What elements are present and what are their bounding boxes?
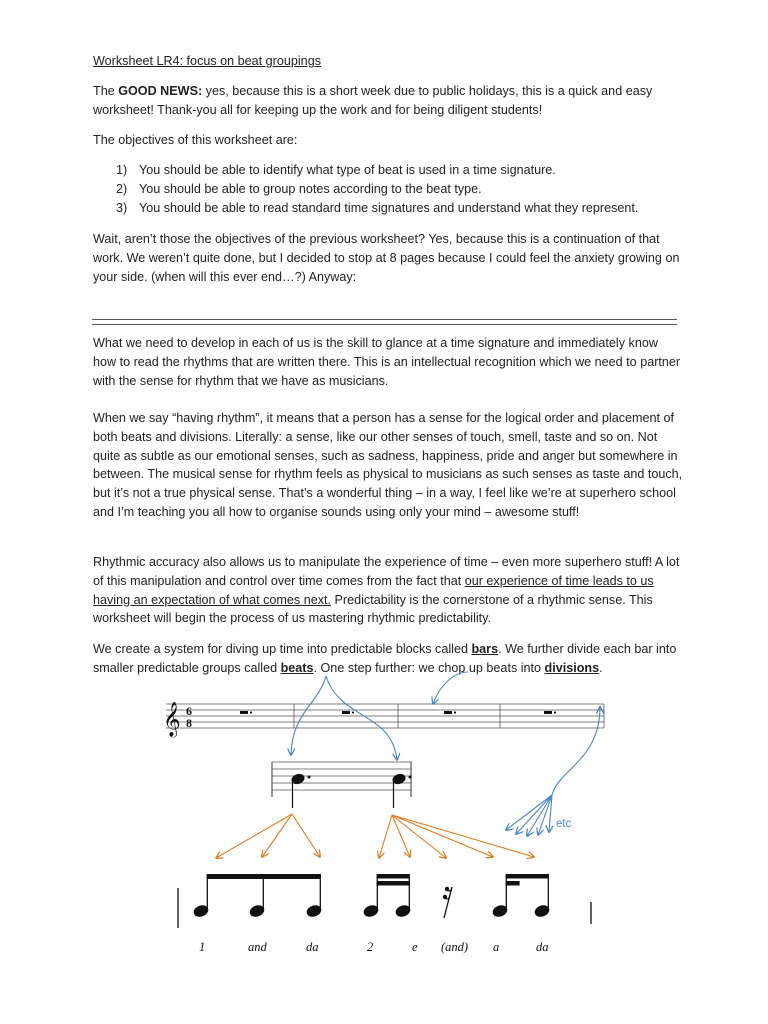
continuation-paragraph: Wait, aren’t those the objectives of the previous worksheet? Yes, because this is a continuation of that work. We weren’t quite done, but I decided to stop at 8 pages because I could feel the anxiety growing on your side. (when will this ever end…?) Anyway: bbox=[93, 232, 680, 284]
objective-text: You should be able to identify what type of beat is used in a time signature. bbox=[139, 163, 556, 177]
para3-text-a: Rhythmic accuracy also allows us to manipulate the experience of time – even more superhero stuff! A lot of this manipulation and control over time comes from the fact that bbox=[93, 555, 680, 588]
para4-text-c: . One step further: we chop up beats into bbox=[313, 660, 545, 675]
expectation-underline: our experience of time leads to us having an expectation of what comes next. bbox=[93, 573, 654, 607]
para4-text-b: . We further divide each bar into smaller predictable groups called bbox=[93, 642, 677, 675]
time-signature-top: 6 bbox=[186, 704, 192, 718]
count-label: 1 bbox=[199, 940, 206, 954]
time-signature-bottom: 8 bbox=[186, 716, 192, 730]
objectives-intro: The objectives of this worksheet are: bbox=[93, 133, 298, 147]
para4-text-d: . bbox=[599, 660, 603, 675]
count-label: da bbox=[536, 940, 549, 954]
treble-clef-icon: 𝄞 bbox=[163, 702, 181, 737]
para4-text-a: We create a system for diving up time into predictable blocks called bbox=[93, 642, 472, 656]
divisions-term: divisions bbox=[544, 660, 600, 675]
intro-lead: The bbox=[93, 84, 119, 98]
rhythm-sense-paragraph: When we say “having rhythm”, it means that a person has a sense for the logical order and placement of both beats and divisions. Literally: a sense, like our other senses of touch, smell, taste and so on. Not quite as subtle as our emotional senses, such as sadness, happiness, pride and anger but somewhere in between. The musical sense for rhythm feels as physical to musicians as such senses as taste and touch, but it’s not a true physical sense. That’s a wonderful thing – in a way, I feel like we’re at superhero school and I’m teaching you all how to organise sounds using only your mind – awesome stuff! bbox=[93, 411, 683, 519]
objective-number: 1) bbox=[116, 163, 128, 177]
count-label: 2 bbox=[367, 940, 374, 954]
intro-rest: yes, because this is a short week due to public holidays, this is a quick and easy worksheet! Thank-you all for keeping up the work and for being diligent students! bbox=[93, 84, 653, 117]
eighth-beam bbox=[207, 874, 321, 879]
orange-arrows bbox=[216, 814, 534, 858]
objective-number: 2) bbox=[116, 181, 128, 196]
count-label: e bbox=[412, 940, 418, 954]
count-labels bbox=[199, 940, 549, 954]
half-rest bbox=[544, 711, 552, 714]
objective-text: You should be able to group notes according to the beat type. bbox=[139, 181, 482, 196]
blue-arrows bbox=[291, 672, 600, 836]
beats-term: beats bbox=[280, 660, 314, 675]
bars-term: bars bbox=[471, 642, 499, 656]
half-rest bbox=[342, 711, 350, 714]
objective-text: You should be able to read standard time signatures and understand what they represent. bbox=[139, 200, 639, 215]
worksheet-title: Worksheet LR4: focus on beat groupings bbox=[93, 54, 321, 68]
division-rhythm bbox=[178, 874, 591, 928]
count-label: and bbox=[248, 940, 267, 954]
count-label: da bbox=[306, 940, 319, 954]
para3-text-b: Predictability is the cornerstone of a rhythmic sense. This worksheet will begin the process of us mastering rhythmic predictability. bbox=[93, 592, 653, 626]
sixteenth-rest-icon bbox=[443, 887, 452, 918]
objective-number: 3) bbox=[116, 200, 128, 215]
half-rest bbox=[240, 711, 248, 714]
half-rest bbox=[444, 711, 452, 714]
bar-staff bbox=[166, 704, 604, 728]
skill-paragraph: What we need to develop in each of us is the skill to glance at a time signature and immediately know how to read the rhythms that are written there. This is an intellectual recognition which we need to partner with the sense for rhythm that we have as musicians. bbox=[93, 336, 681, 388]
etc-label: etc bbox=[556, 818, 572, 830]
count-label: (and) bbox=[441, 940, 469, 954]
good-news-label: GOOD NEWS: bbox=[118, 84, 203, 98]
count-label: a bbox=[493, 940, 500, 954]
